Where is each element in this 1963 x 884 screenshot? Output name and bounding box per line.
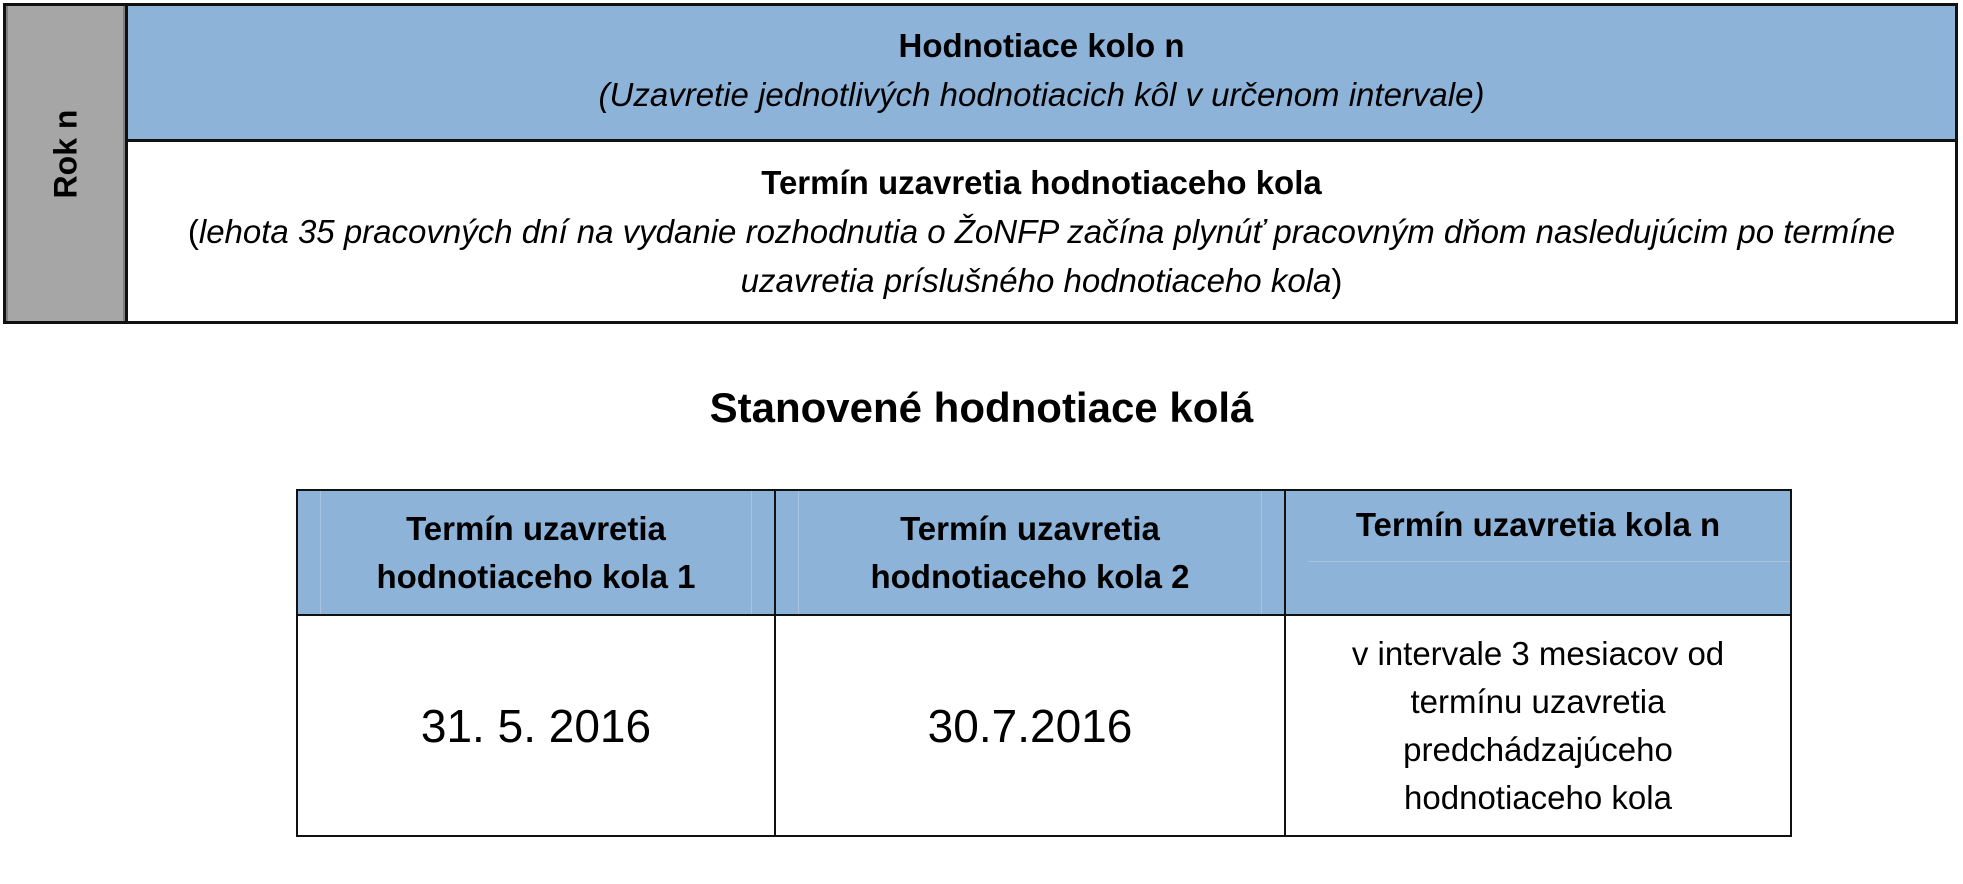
date-round-1: 31. 5. 2016: [420, 699, 652, 752]
header-text-round-n: Termín uzavretia kola n: [1355, 506, 1721, 543]
year-label: Rok n: [47, 109, 83, 199]
header-cell-round-n: [1286, 491, 1790, 614]
date-round-2: 30.7.2016: [927, 699, 1133, 752]
header-text-round-1: Termín uzavretia hodnotiaceho kola 1: [376, 509, 696, 595]
deadline-box: [128, 142, 1955, 321]
year-column: [6, 6, 128, 321]
value-cell-round-1: [298, 616, 776, 835]
round-subtitle: (Uzavretie jednotlivých hodnotiacich kôl v určenom intervale): [598, 75, 1485, 113]
interval-note-round-n: v intervale 3 mesiacov od termínu uzavretia predchádzajúceho hodnotiaceho kola: [1351, 634, 1725, 816]
value-cell-round-2: [776, 616, 1286, 835]
rounds-table: [296, 489, 1792, 837]
value-cell-round-n: [1286, 616, 1790, 835]
deadline-note: [148, 207, 1935, 305]
deadline-note-close: ): [1331, 261, 1343, 299]
table-header-row: [298, 491, 1790, 616]
header-cell-round-2: [776, 491, 1286, 614]
round-header: [128, 6, 1955, 142]
cell-inner-rule: [1308, 561, 1790, 562]
round-title: Hodnotiace kolo n: [898, 26, 1185, 64]
table-row: [298, 616, 1790, 835]
section-heading: Stanovené hodnotiace kolá: [709, 384, 1254, 431]
header-cell-round-1: [298, 491, 776, 614]
evaluation-round-block: [3, 3, 1958, 324]
header-text-round-2: Termín uzavretia hodnotiaceho kola 2: [870, 509, 1190, 595]
round-details: [128, 6, 1955, 321]
deadline-title: Termín uzavretia hodnotiaceho kola: [761, 163, 1322, 201]
deadline-note-text: lehota 35 pracovných dní na vydanie rozhodnutia o ŽoNFP začína plynúť pracovným dňom nasledujúcim po termíne uzavretia príslušného hodnotiaceho kola: [198, 212, 1896, 299]
deadline-note-open: (: [187, 212, 199, 250]
